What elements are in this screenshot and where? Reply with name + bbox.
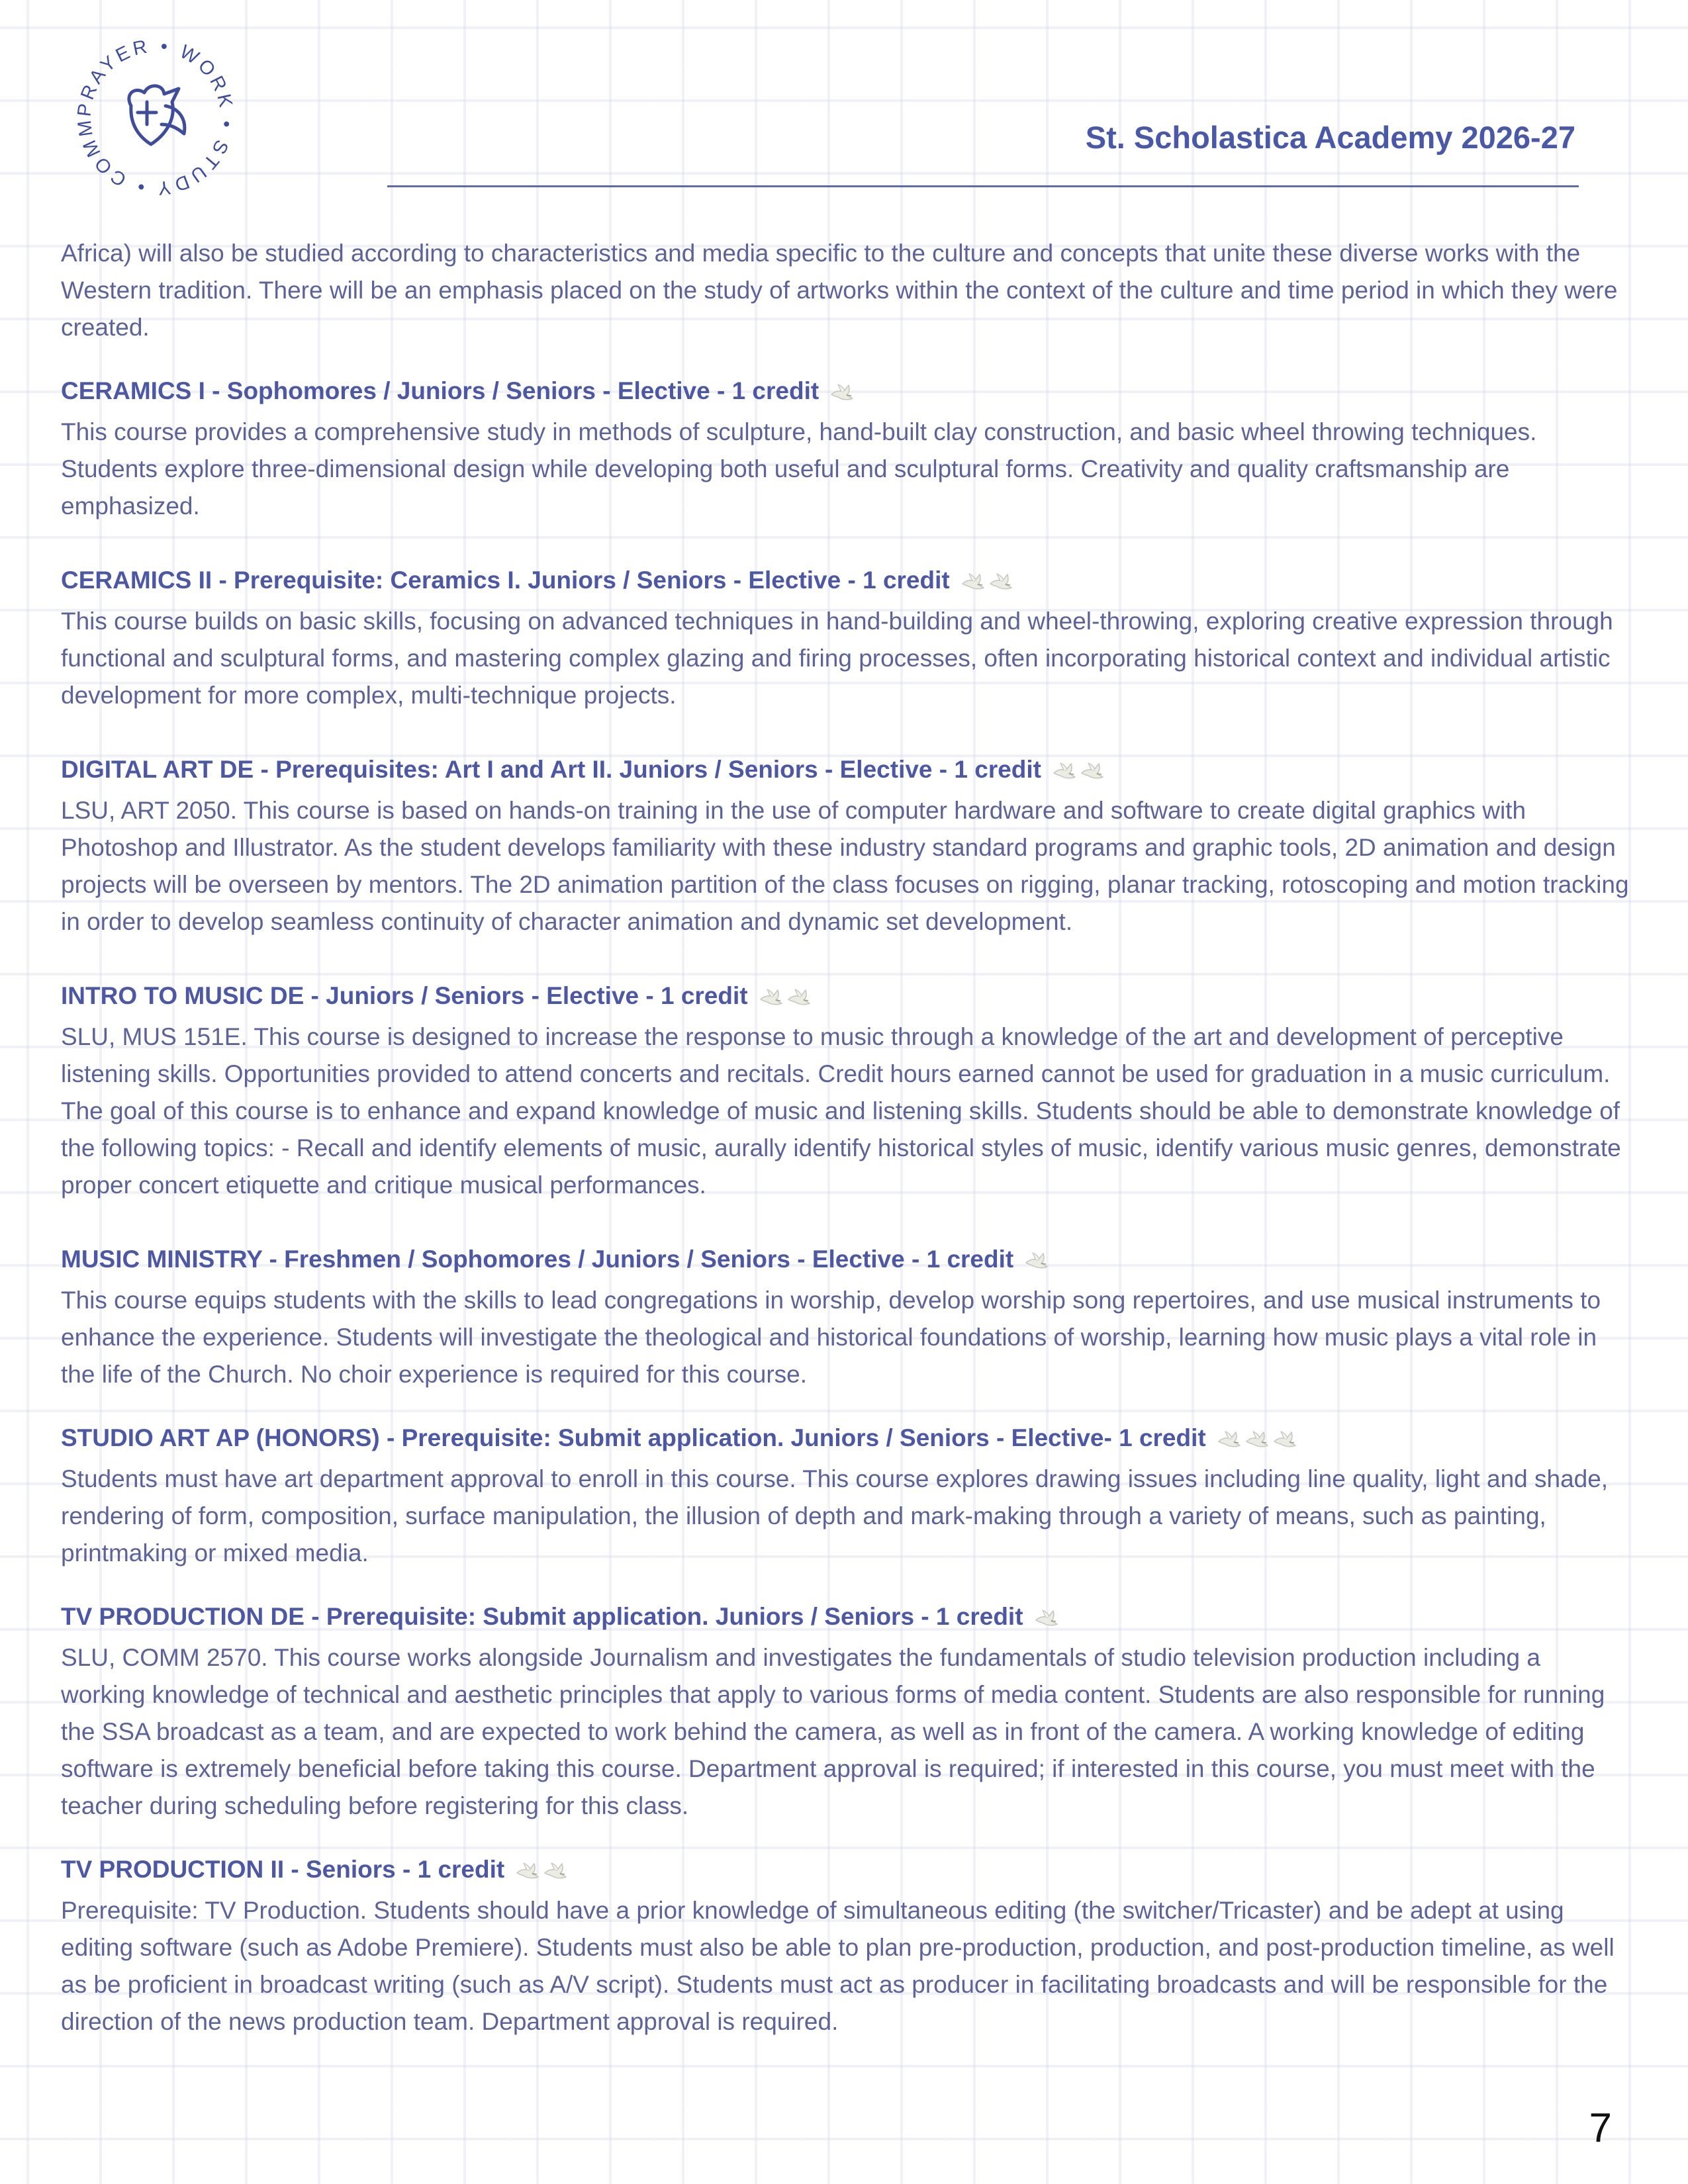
course-title: CERAMICS I - Sophomores / Juniors / Seniors - Elective - 1 credit bbox=[61, 377, 820, 404]
dove-icon bbox=[1052, 760, 1078, 782]
course-description: LSU, ART 2050. This course is based on hands-on training in the use of computer hardware and software to create digital graphics with Photoshop and Illustrator. As the student develops familiarity with these industry standard programs and graphic tools, 2D animation and design projects will be overseen by mentors. The 2D animation partition of the class focuses on rigging, planar tracking, rotoscoping and motion tracking in order to develop seamless continuity of character animation and dynamic set development. bbox=[61, 797, 1629, 935]
dove-rating bbox=[1052, 755, 1107, 792]
dove-icon bbox=[988, 571, 1015, 592]
dove-icon bbox=[759, 987, 785, 1008]
course-digital-art-de bbox=[61, 751, 1630, 940]
course-title: MUSIC MINISTRY - Freshmen / Sophomores / Juniors / Seniors - Elective - 1 credit bbox=[61, 1246, 1014, 1273]
course-ceramics-1 bbox=[61, 373, 1630, 525]
course-studio-art-ap bbox=[61, 1420, 1630, 1572]
course-description: Prerequisite: TV Production. Students should have a prior knowledge of simultaneous editing (the switcher/Tricaster) and be adept at using editing software (such as Adobe Premiere). Students must also be able to plan pre-production, production, and post-production timeline, as well as be proficient in broadcast writing (such as A/V script). Students must act as producer in facilitating broadcasts and will be responsible for the direction of the news production team. Department approval is required. bbox=[61, 1897, 1615, 2035]
dove-icon bbox=[1024, 1250, 1051, 1271]
dove-rating bbox=[759, 981, 814, 1019]
dove-rating bbox=[961, 566, 1016, 603]
course-description: This course builds on basic skills, focusing on advanced techniques in hand-building and wheel-throwing, exploring creative expression through functional and sculptural forms, and mastering complex glazing and firing processes, often incorporating historical context and individual artistic development for more complex, multi-technique projects. bbox=[61, 608, 1613, 709]
dove-icon bbox=[515, 1860, 541, 1882]
course-title: TV PRODUCTION II - Seniors - 1 credit bbox=[61, 1856, 505, 1883]
course-title: TV PRODUCTION DE - Prerequisite: Submit application. Juniors / Seniors - 1 credit bbox=[61, 1603, 1023, 1630]
course-title: DIGITAL ART DE - Prerequisites: Art I and Art II. Juniors / Seniors - Elective - 1 credit bbox=[61, 756, 1041, 783]
dove-icon bbox=[829, 382, 856, 403]
course-description: SLU, MUS 151E. This course is designed to increase the response to music through a knowledge of the art and development of perceptive listening skills. Opportunities provided to attend concerts and recitals. Credit hours earned cannot be used for graduation in a music curriculum. The goal of this course is to enhance and expand knowledge of music and listening skills. Students should be able to demonstrate knowledge of the following topics: - Recall and identify elements of music, aurally identify historical styles of music, identify various music genres, demonstrate proper concert etiquette and critique musical performances. bbox=[61, 1023, 1621, 1199]
course-description: This course equips students with the skills to lead congregations in worship, develop worship song repertoires, and use musical instruments to enhance the experience. Students will investigate the theological and historical foundations of worship, learning how music plays a vital role in the life of the Church. No choir experience is required for this course. bbox=[61, 1287, 1601, 1388]
page-header-title: St. Scholastica Academy 2026-27 bbox=[1085, 120, 1575, 155]
header-divider bbox=[387, 185, 1579, 187]
course-title: CERAMICS II - Prerequisite: Ceramics I. Juniors / Seniors - Elective - 1 credit bbox=[61, 567, 950, 594]
dove-heart-cross-icon bbox=[129, 86, 185, 144]
course-title: INTRO TO MUSIC DE - Juniors / Seniors - Elective - 1 credit bbox=[61, 982, 748, 1009]
course-tv-production-de bbox=[61, 1598, 1630, 1825]
course-music-ministry bbox=[61, 1241, 1630, 1393]
dove-icon bbox=[961, 571, 987, 592]
dove-icon bbox=[1080, 760, 1106, 782]
dove-rating bbox=[515, 1855, 571, 1892]
logo-ring-text: PRAYER • WORK • STUDY • COMM bbox=[73, 35, 238, 199]
course-tv-production-2 bbox=[61, 1851, 1630, 2040]
school-logo bbox=[66, 28, 245, 206]
course-title: STUDIO ART AP (HONORS) - Prerequisite: Submit application. Juniors / Seniors - Elective- 1 credit bbox=[61, 1424, 1206, 1451]
page-number: 7 bbox=[1589, 2105, 1612, 2151]
dove-icon bbox=[1272, 1429, 1299, 1450]
course-description: This course provides a comprehensive study in methods of sculpture, hand-built clay construction, and basic wheel throwing techniques. Students explore three-dimensional design while developing both useful and sculptural forms. Creativity and quality craftsmanship are emphasized. bbox=[61, 418, 1537, 520]
dove-icon bbox=[543, 1860, 569, 1882]
dove-icon bbox=[1244, 1429, 1271, 1450]
dove-icon bbox=[1034, 1608, 1060, 1629]
course-description: SLU, COMM 2570. This course works alongside Journalism and investigates the fundamentals of studio television production including a working knowledge of technical and aesthetic principles that apply to various forms of media content. Students are also responsible for running the SSA broadcast as a team, and are expected to work behind the camera, as well as in front of the camera. A working knowledge of editing software is extremely beneficial before taking this course. Department approval is required; if interested in this course, you must meet with the teacher during scheduling before registering for this class. bbox=[61, 1644, 1605, 1819]
dove-icon bbox=[1217, 1429, 1243, 1450]
intro-paragraph: Africa) will also be studied according to characteristics and media specific to the culture and concepts that unite these diverse works with the Western tradition. There will be an emphasis placed on the study of artworks within the context of the culture and time period in which they were created. bbox=[61, 240, 1618, 341]
dove-rating bbox=[1034, 1602, 1062, 1639]
dove-rating bbox=[1217, 1424, 1300, 1461]
course-list bbox=[61, 235, 1630, 2077]
course-intro-to-music-de bbox=[61, 978, 1630, 1204]
dove-rating bbox=[829, 377, 857, 414]
course-description: Students must have art department approval to enroll in this course. This course explores drawing issues including line quality, light and shade, rendering of form, composition, surface manipulation, the illusion of depth and mark-making through a variety of means, such as painting, printmaking or mixed media. bbox=[61, 1465, 1609, 1567]
course-ceramics-2 bbox=[61, 562, 1630, 714]
dove-icon bbox=[786, 987, 813, 1008]
dove-rating bbox=[1024, 1245, 1052, 1282]
